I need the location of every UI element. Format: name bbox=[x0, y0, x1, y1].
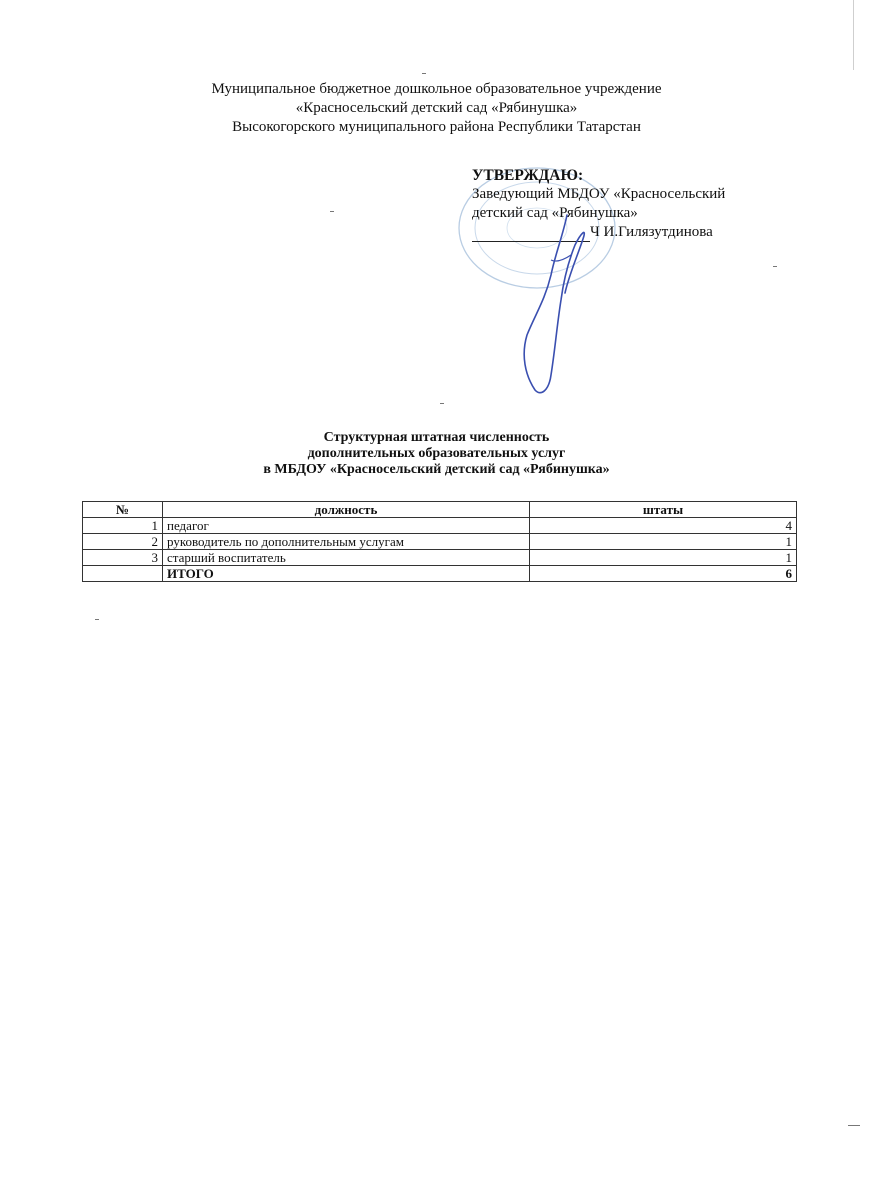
approval-line-1: Заведующий МБДОУ «Красносельский bbox=[472, 186, 726, 202]
header-number: № bbox=[83, 502, 163, 518]
title-line-2: дополнительных образовательных услуг bbox=[307, 446, 566, 461]
row-position: педагог bbox=[163, 518, 530, 534]
row-position: старший воспитатель bbox=[163, 550, 530, 566]
table-row bbox=[83, 550, 797, 566]
total-label: ИТОГО bbox=[163, 566, 530, 582]
header-line-3: Высокогорского муниципального района Республики Татарстан bbox=[232, 119, 641, 135]
row-position: руководитель по дополнительным услугам bbox=[163, 534, 530, 550]
scan-speck bbox=[95, 619, 99, 620]
table-row bbox=[83, 518, 797, 534]
row-count: 4 bbox=[530, 518, 797, 534]
handwritten-signature-icon bbox=[505, 205, 605, 405]
row-count: 1 bbox=[530, 534, 797, 550]
approval-title: УТВЕРЖДАЮ: bbox=[472, 167, 584, 184]
header-line-2: «Красносельский детский сад «Рябинушка» bbox=[295, 100, 578, 116]
scan-speck bbox=[773, 266, 777, 267]
total-count: 6 bbox=[530, 566, 797, 582]
table-header-row bbox=[83, 502, 797, 518]
document-title bbox=[0, 430, 873, 478]
header-count: штаты bbox=[530, 502, 797, 518]
table-row bbox=[83, 534, 797, 550]
row-number: 1 bbox=[83, 518, 163, 534]
row-number: 2 bbox=[83, 534, 163, 550]
header-position: должность bbox=[163, 502, 530, 518]
header-line-1: Муниципальное бюджетное дошкольное образовательное учреждение bbox=[211, 81, 662, 97]
scan-speck bbox=[848, 1125, 860, 1126]
scan-speck bbox=[440, 403, 444, 404]
title-line-1: Структурная штатная численность bbox=[323, 430, 550, 445]
staff-table bbox=[82, 501, 797, 582]
title-line-3: в МБДОУ «Красносельский детский сад «Рябинушка» bbox=[263, 462, 610, 477]
table-total-row bbox=[83, 566, 797, 582]
row-number: 3 bbox=[83, 550, 163, 566]
organization-header bbox=[0, 80, 873, 137]
row-count: 1 bbox=[530, 550, 797, 566]
signer-name: Ч И.Гилязутдинова bbox=[590, 224, 713, 240]
scan-speck bbox=[422, 73, 426, 74]
scan-speck bbox=[330, 211, 334, 212]
total-number bbox=[83, 566, 163, 582]
scan-edge-line bbox=[853, 0, 854, 70]
approval-line-2: детский сад «Рябинушка» bbox=[472, 205, 638, 221]
